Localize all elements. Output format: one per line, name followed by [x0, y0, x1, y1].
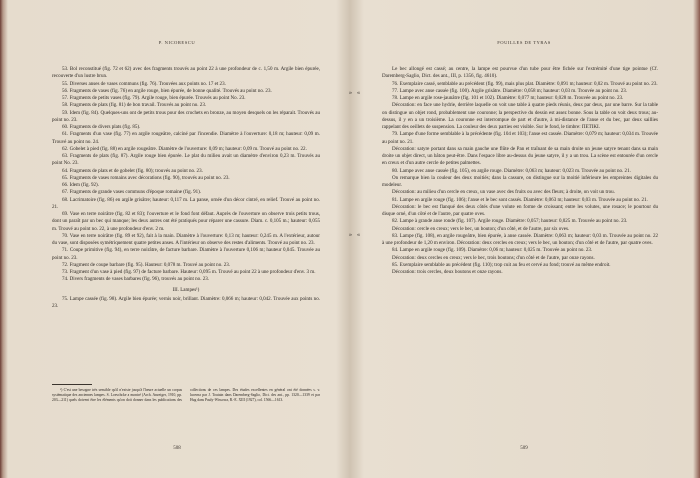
catalogue-entry: 66. Idem (fig. 92). — [62, 182, 100, 188]
footnotes — [52, 388, 320, 403]
right-page — [354, 0, 694, 478]
catalogue-entry: 70. Vase en terre noirâtre (fig. 89 et 92), fait à la main. Diamètre à l'ouverture: 0,13 m; hauteur: 0,245 m. A l'extérieur, autour du vase, sont disposées symétriquement quatre petites anses. A l'intérieur on observe des restes d'aliments. Trouvé au point no. 23. — [52, 232, 320, 246]
catalogue-entry: Le bec allongé est cassé; au centre, la lampe est pourvue d'un tube pour être fichée sur l'extrémité d'une tige pointue (Cf. Daremberg-Saglio, Dict. des ant., III, p. 1356, fig. 4610). — [382, 66, 658, 80]
catalogue-entry: 60. Fragments de divers plats (fig. 85). — [62, 124, 141, 130]
catalogue-entry: 68. Lacrimatoire (fig. 86) en argile grisâtre; hauteur: 0,117 m. La panse, ornée d'un décor cintré, en relief. Trouvé au point no. 21. — [52, 196, 320, 210]
catalogue-entry: 64. Fragments de plats et de gobelet (fig. 80); trouvés au point no. 23. — [62, 167, 203, 174]
right-page-body — [382, 66, 658, 276]
catalogue-entry: 55. Diverses anses de vases communs (fig. 76). Trouvées aux points no. 17 et 23. — [62, 80, 226, 87]
catalogue-entry: Décoration: le bec est flanqué des deux côtés d'une volute en forme de croissant; entre les volutes, une rosace; le pourtour du disque orné, d'un côté et de l'autre, par quatre oves. — [382, 203, 658, 217]
catalogue-entry: 74. Divers fragments de vases barbares (fig. 96), trouvés au point no. 23. — [62, 276, 210, 283]
catalogue-entry: 56. Fragments de vases (fig. 76) en argile rouge, bien épurée, de bonne qualité. Trouvés au point no. 23. — [62, 87, 272, 94]
catalogue-entry: Décoration: satyre portant dans sa main gauche une flûte de Pan et traînant de sa main droite un jeune satyre tenant dans sa main droite un objet direct, un bâton peut-être. Dans l'espace libre au-dessus du jeune satyre, il y a un trou. La scène est entourée d'un cercle en creux et d'un autre cercle de petites palmettes. — [382, 145, 658, 167]
catalogue-entry: On remarque bien la couleur des deux moitiés; dans la cassure, on distingue sur la moitié inférieure les empreintes digitales du modeleur. — [382, 174, 658, 188]
catalogue-entry: 57. Fragments de petits vases (fig. 79). Argile rouge, bien épurée. Trouvés au point No. 23. — [62, 95, 246, 101]
catalogue-entry: 80. Lampe avec anse cassée (fig. 105), en argile rouge. Diamètre: 0,063 m; hauteur: 0,023 m. Trouvée au point no. 21. — [392, 167, 631, 174]
margin-mark-right-mid: « — [357, 232, 360, 238]
catalogue-entry: 67. Fragments de grande vases communs d'époque romaine (fig. 91). — [62, 189, 202, 196]
catalogue-entry: 72. Fragment de coupe barbare (fig. 95). Hauteur: 0,078 m. Trouvé au point no. 23. — [62, 261, 231, 268]
catalogue-entry: 59. Idem (fig. 84). Quelques-uns ont de petits trous pour des crochets en bronze, au moyen desquels on les réparait. Trouvés au point no. 23. — [52, 109, 320, 123]
margin-mark-left-mid: » — [349, 232, 352, 238]
footnote: ¹) C'est une besogne très sensible qu'il n'existe jusqu'à l'heure actuelle un corpus systématique des anciennes lampes. S. Loeschcke a montré (Arch. Anzeiger, 1910, pp. 203—211) quels doivent être les éléments qu'on doit donner dans les publications des collections de ces lampes. Des études excellentes en général ont été données s. v. lucerna par J. Toutain dans Daremberg-Saglio, Dict. des ant., pp. 1320—1339 et par Hug dans Pauly-Wissowa, R.-E. XIII (1927), col. 1566—1613. — [52, 388, 320, 403]
margin-mark-right-top: « — [357, 90, 360, 96]
catalogue-entry: 73. Fragment d'un vase à pied (fig. 97) de facture barbare. Hauteur: 0,095 m. Trouvé au point 22 à une profondeur d'env. 3 m. — [62, 269, 316, 275]
catalogue-entry: 62. Gobelet à pied (fig. 88) en argile rougeâtre. Diamètre de l'ouverture: 0,09 m; hauteur: 0,09 m. Trouvé au point no. 22. — [62, 145, 307, 152]
catalogue-entry: Décoration: cercle en creux; vers le bec, un bouton; d'un côté, et de l'autre, par six oves. — [392, 225, 570, 232]
catalogue-entry: 77. Lampe avec anse cassée (fig. 100). Argile grisâtre. Diamètre: 0,058 m; hauteur: 0,03 m. Trouvée au point no. 23. — [392, 87, 628, 94]
catalogue-entry: Décoration: trois cercles, deux boutons et onze rayons. — [392, 269, 503, 275]
page-number-left: 508 — [173, 446, 181, 451]
running-head-right: FOUILLES DE TYRAS — [497, 40, 551, 45]
catalogue-entry: 82. Lampe à grande anse ronde (fig. 107). Argile rouge. Diamètre: 0,057; hauteur: 0,025 m. Trouvée au point no. 23. — [392, 218, 628, 225]
left-section-entries — [52, 296, 320, 311]
catalogue-entry: Décoration: en face une hydrie, derrière laquelle on voit une table à quatre pieds réunis, deux par deux, par une barre. Sur la table on distingue un objet rond, probablement une couronne; la perspective du dessin est assez bonne. Sous la table on voit deux trous; au-dessus, il y en a un troisième. La couronne est interrompue de part et d'autre, à mi-distance de l'anse et du bec, par deux saillies rappelant des oeillets de suspension. La couleur des deux parties est visible. Sur le fond, le timbre: ΠΕΤΙΚΙ. — [382, 102, 658, 130]
catalogue-entry: 78. Lampe en argile rose-jaunâtre (fig. 101 et 102). Diamètre: 0,077 m; hauteur: 0,028 m. Trouvée au point no. 23. — [392, 95, 624, 101]
catalogue-entry: 69. Vase en terre noirâtre (fig. 82 et 83); l'ouverture et le fond font défaut. Auprès de l'ouverture on observe trois petits trous, dont un paraît par un bec qui manque; les deux autres ont été pratiqués pour réparer une cassure. Diam. c. 0,105 m.; hauteur: 0,055 m. Trouvé au point no. 22, à une profondeur d'env. 2 m. — [52, 211, 320, 232]
left-page-body — [52, 66, 320, 310]
running-head-left: P. NICORESCU — [158, 40, 196, 45]
left-entries — [52, 66, 320, 284]
catalogue-entry: 75. Lampe cassée (fig. 98). Argile bien épurée; vernis noir, brillant. Diamètre: 0,066 m; hauteur: 0,042. Trouvée aux points no. 23. — [52, 295, 320, 309]
catalogue-entry: Décoration: deux cercles en creux; vers le bec, trois boutons; d'un côté et de l'autre, par onze rayons. — [392, 254, 595, 261]
catalogue-entry: 81. Lampe en argile rouge (fig. 106); l'anse et le bec sont cassés. Diamètre: 0,063 m; hauteur: 0,03 m. Trouvée au point no. 21. — [392, 196, 648, 203]
page-number-right: 509 — [520, 446, 528, 451]
catalogue-entry: Décoration: au milieu d'un cercle en creux, un vase avec des fruits ou avec des fleurs; à droite, on voit un trou. — [392, 189, 615, 196]
catalogue-entry: 83. Lampe (fig. 108), en argile rougeâtre, bien épurée, à anse cassée. Diamètre: 0,063 m; hauteur: 0,03 m. Trouvée au point no. 22 à une profondeur de 1,20 m environ. Décoration: deux cercles en creux; vers le bec, un bouton; d'un côté et de l'autre, par quatre oves. — [382, 232, 658, 246]
left-page — [8, 0, 346, 478]
catalogue-entry: 76. Exemplaire cassé, semblable au précédent (fig. 99), mais plus plat. Diamètre: 0,091 m; hauteur: 0,02 m. Trouvé au point no. 23. — [392, 80, 658, 87]
catalogue-entry: 71. Coupe primitive (fig. 94), en terre noirâtre, de facture barbare. Diamètre à l'ouverture 0,106 m; hauteur 0,045. Trouvée au point no. 23. — [52, 247, 320, 261]
catalogue-entry: 53. Bol reconstitué (fig. 72 et 62) avec des fragments trouvés au point 22 à une profondeur de c. 1,50 m. Argile bien épurée, recouverte d'un lustre brun. — [52, 66, 320, 80]
margin-mark-left-top: » — [349, 90, 352, 96]
footnote-rule — [52, 384, 92, 385]
catalogue-entry: 84. Lampe en argile rouge (fig. 109). Diamètre: 0,06 m; hauteur: 0,025 m. Trouvée au point no. 23. — [392, 247, 593, 254]
catalogue-entry: 65. Fragments de vases romains avec décorations (fig. 90), trouvés au point no. 23. — [62, 174, 230, 181]
catalogue-entry: 58. Fragments de plats (fig. 81) de bon travail. Trouvés au point no. 23. — [62, 102, 207, 109]
catalogue-entry: 85. Exemplaire semblable au précédent (fig. 110); trop cuit au feu et cervé au fond; trouvé au même endroit. — [392, 261, 611, 268]
catalogue-entry: 79. Lampe d'une forme semblable à la précédente (fig. 104 et 103); l'anse est cassée. Diamètre: 0,079 m; hauteur: 0,034 m. Trouvée au point no. 21. — [382, 131, 658, 145]
section-title-lamps: III. Lampes¹) — [172, 286, 200, 293]
catalogue-entry: 63. Fragments de plats (fig. 87). Argile rouge bien épurée. Le plat du milieu avait un diamètre d'environ 0,23 m. Trouvés au point No. 23. — [52, 153, 320, 167]
catalogue-entry: 61. Fragments d'un vase (fig. 77) en argile rougeâtre, calciné par l'incendie. Diamètre à l'ouverture: 0,18 m; hauteur: 0,09 m. Trouvé au point no. 24. — [52, 131, 320, 145]
